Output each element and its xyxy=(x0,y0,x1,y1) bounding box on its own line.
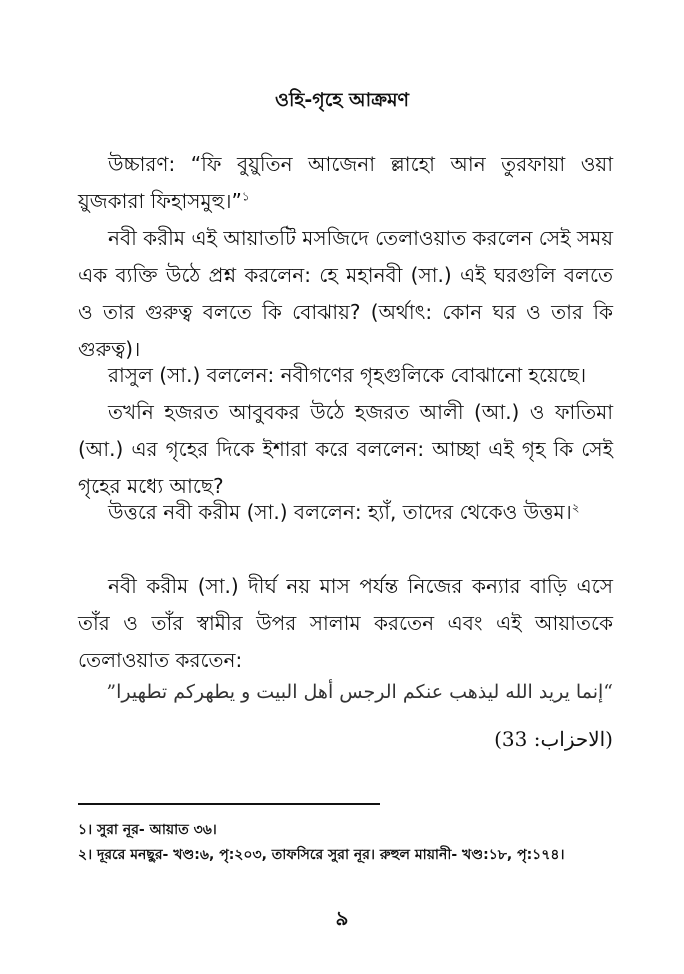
paragraph-salam: নবী করীম (সা.) দীর্ঘ নয় মাস পর্যন্ত নিজের কন্যার বাড়ি এসে তাঁর ও তাঁর স্বামীর উপর সালাম করতেন এবং এই আয়াতকে তেলাওয়াত করতেন: xyxy=(78,574,613,672)
paragraph-text: উচ্চারণ: “ফি বুয়ুতিন আজেনা ল্লাহো আন তুরফায়া ওয়া য়ুজকারা ফিহাসমুহু।” xyxy=(78,152,613,213)
page-number: ৯ xyxy=(335,906,349,930)
footnote-mark-2: ২ xyxy=(571,500,580,515)
footnote-2: ২। দূররে মনছুর- খণ্ড:৬, পৃ:২০৩, তাফসিরে সুরা নূর। রুহুল মায়ানী- খণ্ড:১৮, পৃ:১৭৪। xyxy=(78,847,565,863)
paragraph-answer: রাসুল (সা.) বললেন: নবীগণের গৃহগুলিকে বোঝানো হয়েছে। xyxy=(108,363,587,387)
paragraph-pronunciation xyxy=(78,146,613,220)
paragraph-question: নবী করীম এই আয়াতটি মসজিদে তেলাওয়াত করলেন সেই সময় এক ব্যক্তি উঠে প্রশ্ন করলেন: হে মহানবী (সা.) এই ঘরগুলি বলতে ও তার গুরুত্ব বলতে কি বোঝায়? (অর্থাৎ: কোন ঘর ও তার কি গুরুত্ব)। xyxy=(78,226,613,361)
paragraph-text: উত্তরে নবী করীম (সা.) বললেন: হ্যাঁ, তাদের থেকেও উত্তম। xyxy=(108,500,572,524)
page-header: ওহি-গৃহে আক্রমণ xyxy=(274,89,410,111)
paragraph-reply xyxy=(78,494,613,531)
footnote-mark-1: ১ xyxy=(241,189,250,204)
paragraph-abubakr: তখনি হজরত আবুবকর উঠে হজরত আলী (আ.) ও ফাতিমা (আ.) এর গৃহের দিকে ইশারা করে বললেন: আচ্ছা এই গৃহ কি সেই গৃহের মধ্যে আছে? xyxy=(78,400,613,498)
footnote-divider xyxy=(78,803,380,805)
arabic-verse: “إنما يريد الله ليذهب عنكم الرجس أهل البيت و يطهركم تطهيرا” xyxy=(106,681,613,703)
arabic-reference: (الاحزاب: 33) xyxy=(494,727,613,751)
footnote-1: ১। সুরা নূর- আয়াত ৩৬। xyxy=(78,822,217,838)
